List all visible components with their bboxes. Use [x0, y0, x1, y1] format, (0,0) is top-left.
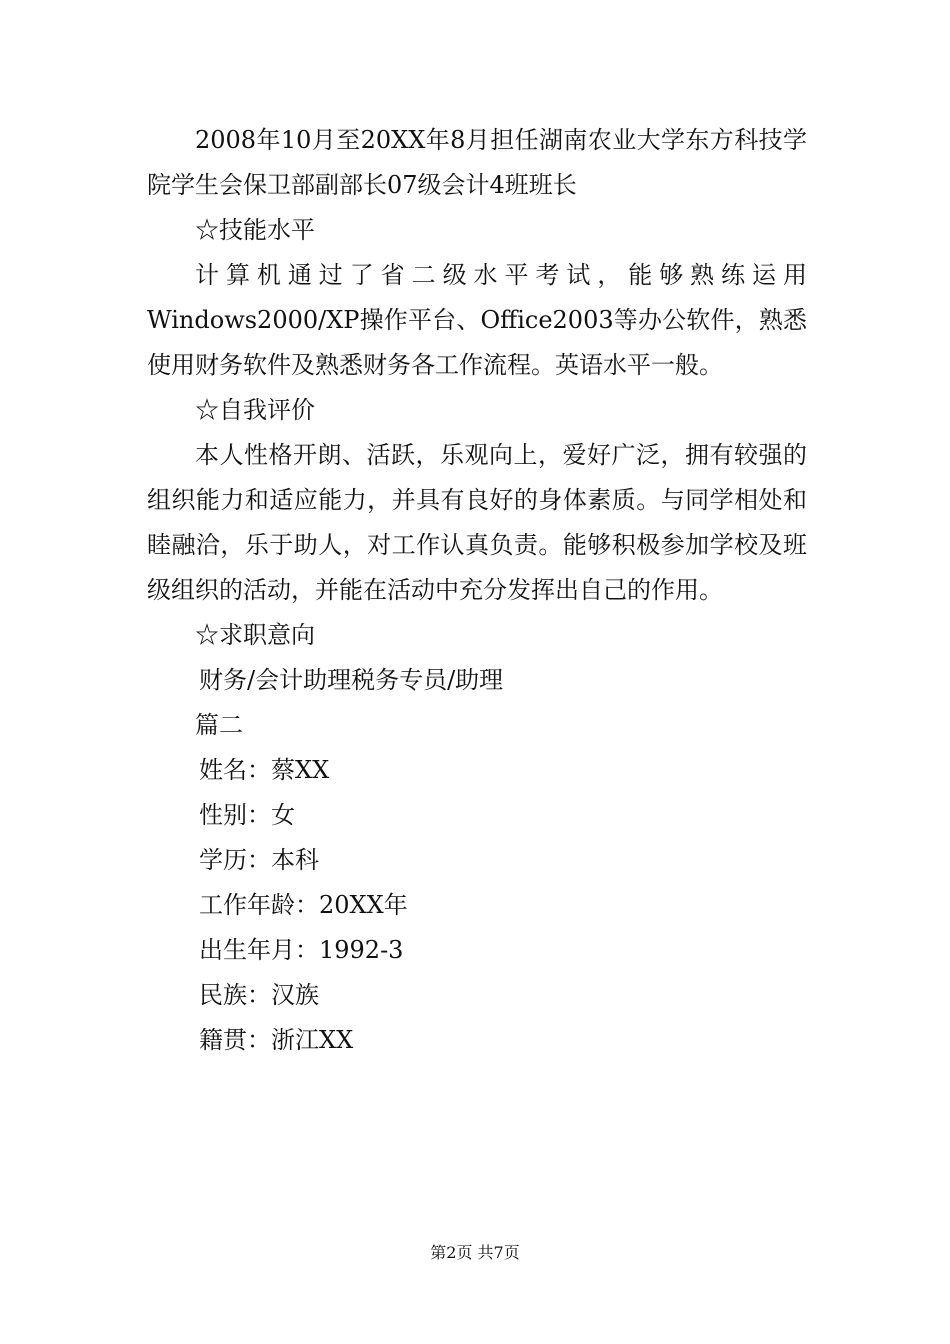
page-number-footer: 第2页 共7页	[430, 1243, 520, 1262]
experience-paragraph: 2008年10月至20XX年8月担任湖南农业大学东方科技学院学生会保卫部副部长07级会计4班班长	[147, 126, 807, 199]
name-line: 姓名：蔡XX	[199, 756, 330, 784]
self-evaluation-paragraph: 本人性格开朗、活跃，乐观向上，爱好广泛，拥有较强的组织能力和适应能力，并具有良好的身体素质。与同学相处和睦融洽，乐于助人，对工作认真负责。能够积极参加学校及班级组织的活动，并能在活动中充分发挥出自己的作用。	[147, 441, 807, 604]
work-years-line: 工作年龄：20XX年	[199, 891, 408, 919]
section-heading-self-evaluation: ☆自我评价	[195, 396, 315, 424]
job-intention-line: 财务/会计助理税务专员/助理	[199, 666, 504, 694]
document-body	[147, 118, 807, 1063]
section-heading-job-intention: ☆求职意向	[195, 621, 315, 649]
education-line: 学历：本科	[199, 846, 319, 874]
gender-line: 性别：女	[199, 801, 295, 829]
section-heading-skills: ☆技能水平	[195, 216, 315, 244]
ethnicity-line: 民族：汉族	[199, 981, 319, 1009]
part-two-heading: 篇二	[195, 711, 243, 739]
birth-date-line: 出生年月：1992-3	[199, 936, 404, 964]
skills-paragraph: 计算机通过了省二级水平考试，能够熟练运用Windows2000/XP操作平台、Office2003等办公软件，熟悉使用财务软件及熟悉财务各工作流程。英语水平一般。	[147, 261, 807, 379]
hometown-line: 籍贯：浙江XX	[199, 1026, 354, 1054]
